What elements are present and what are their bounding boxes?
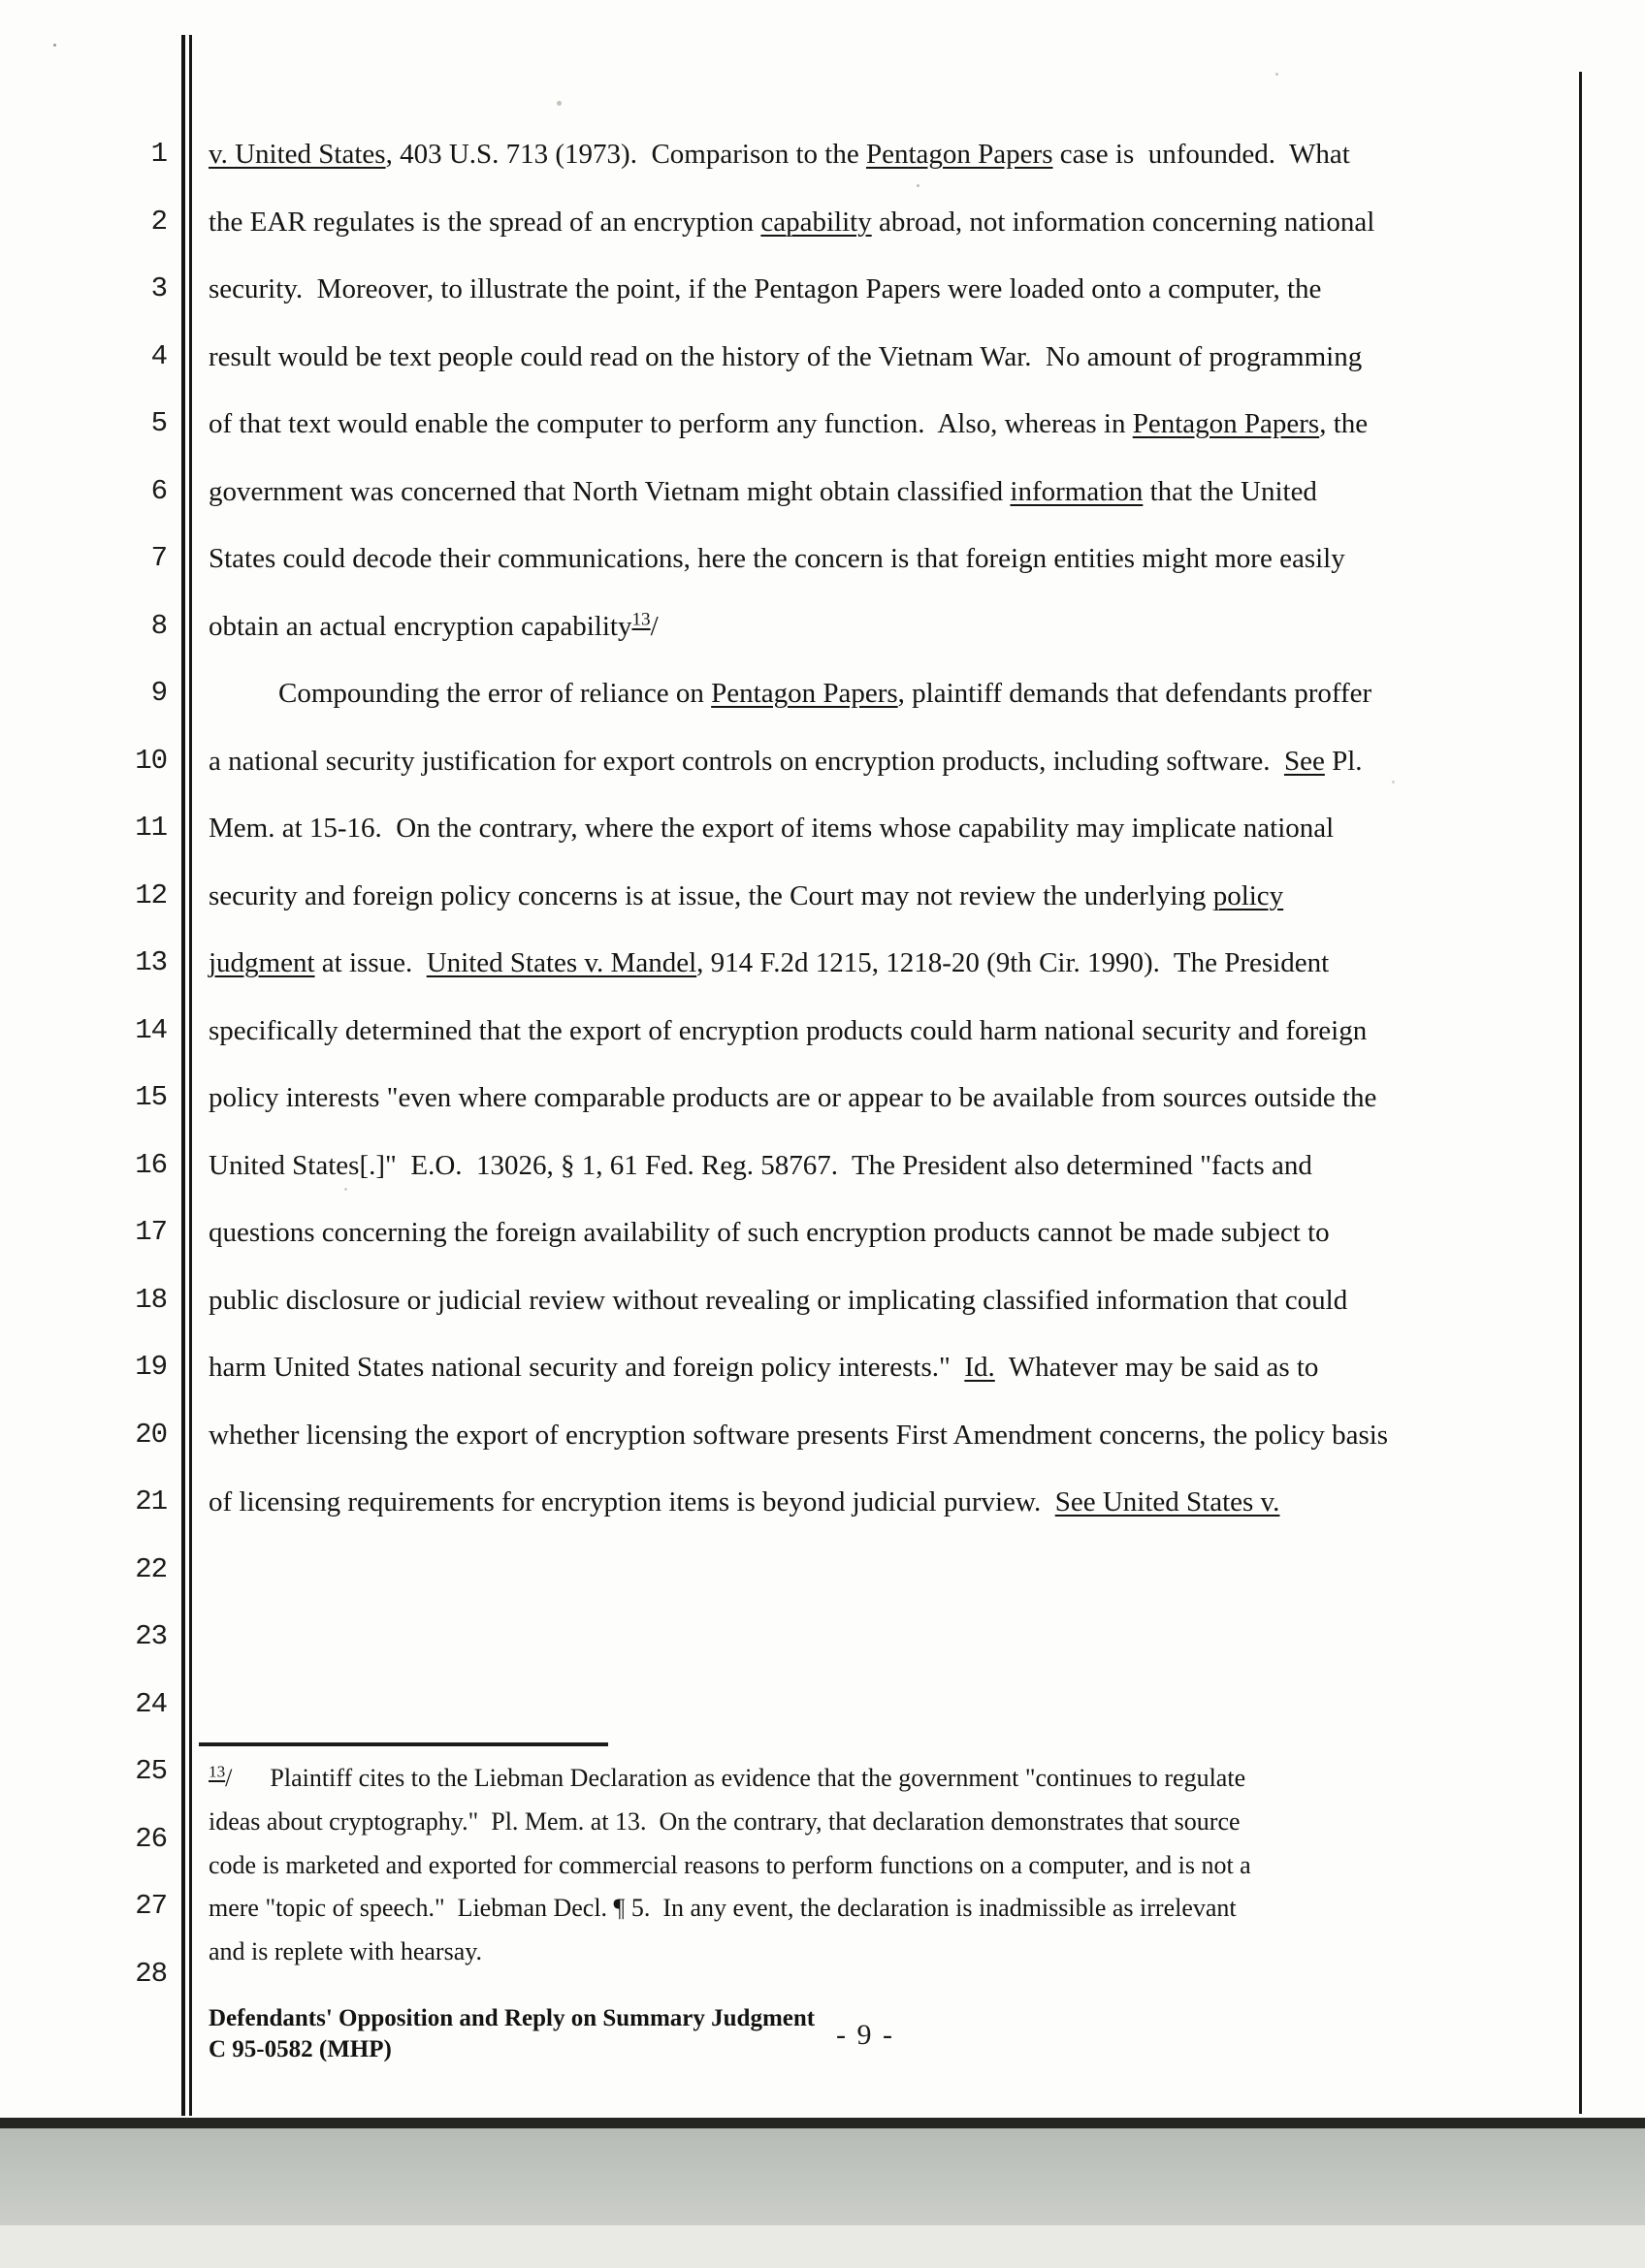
body-line-15 <box>209 1081 1568 1115</box>
scan-page-edge-line <box>0 2118 1645 2128</box>
line-number-14: 14 <box>135 1013 167 1046</box>
body-line-11 <box>209 812 1568 846</box>
underlined-citation-text: See <box>1283 745 1325 777</box>
line-number-11: 11 <box>135 812 167 844</box>
line-number-8: 8 <box>150 609 167 642</box>
footnote-line-1 <box>209 1763 1568 1794</box>
line-number-25: 25 <box>135 1755 167 1787</box>
footer-document-title: Defendants' Opposition and Reply on Summary Judgment <box>209 2005 816 2031</box>
page-number: - 9 - <box>836 2019 894 2051</box>
line-number-9: 9 <box>150 677 167 709</box>
text-segment: public disclosure or judicial review without revealing or implicating classified information that could <box>209 1284 1348 1316</box>
text-segment: a national security justification for export controls on encryption products, including software. <box>209 745 1284 777</box>
line-number-18: 18 <box>135 1283 167 1316</box>
scanner-background-band-light <box>0 2225 1645 2268</box>
body-line-4 <box>209 340 1568 374</box>
line-number-4: 4 <box>150 339 167 372</box>
line-number-13: 13 <box>135 946 167 978</box>
text-segment: Mem. at 15-16. On the contrary, where the export of items whose capability may implicate national <box>209 813 1335 844</box>
line-number-20: 20 <box>135 1418 167 1451</box>
line-number-3: 3 <box>150 272 167 304</box>
text-segment: policy interests "even where comparable products are or appear to be available from sources outside the <box>209 1082 1377 1113</box>
line-number-6: 6 <box>150 474 167 507</box>
body-line-21 <box>209 1485 1568 1519</box>
line-number-22: 22 <box>135 1552 167 1585</box>
underlined-citation-text: Pentagon Papers <box>711 678 898 709</box>
line-number-23: 23 <box>135 1620 167 1652</box>
line-number-21: 21 <box>135 1485 167 1517</box>
text-segment: of licensing requirements for encryption items is beyond judicial purview. <box>209 1486 1055 1517</box>
body-line-5 <box>209 407 1568 441</box>
text-segment: / <box>650 610 659 642</box>
line-number-27: 27 <box>135 1890 167 1922</box>
text-segment: and is replete with hearsay. <box>209 1937 483 1966</box>
text-segment: Pl. <box>1324 745 1363 777</box>
underlined-citation-text: See United States v. <box>1054 1486 1280 1517</box>
body-line-7 <box>209 542 1568 576</box>
text-segment: of that text would enable the computer to perform any function. Also, whereas in <box>209 408 1133 439</box>
line-number-10: 10 <box>135 744 167 777</box>
body-line-2 <box>209 206 1568 240</box>
text-segment: abroad, not information concerning national <box>871 206 1375 238</box>
text-segment: result would be text people could read on the history of the Vietnam War. No amount of programming <box>209 340 1363 372</box>
underlined-citation-text: v. United States <box>209 139 386 170</box>
text-segment: , the <box>1319 408 1369 439</box>
body-line-9 <box>209 677 1638 711</box>
text-segment: , plaintiff demands that defendants proffer <box>897 678 1372 709</box>
text-segment: ideas about cryptography." Pl. Mem. at 13. On the contrary, that declaration demonstrates that source <box>209 1806 1241 1836</box>
text-segment: the EAR regulates is the spread of an encryption <box>209 206 761 238</box>
underlined-citation-text: 13 <box>209 1762 226 1781</box>
text-segment: United States[.]" E.O. 13026, § 1, 61 Fed. Reg. 58767. The President also determined "facts and <box>209 1149 1312 1181</box>
line-number-1: 1 <box>150 138 167 170</box>
underlined-citation-text: information <box>1010 475 1144 507</box>
footer-case-number: C 95-0582 (MHP) <box>209 2036 392 2062</box>
body-line-8 <box>209 610 1568 644</box>
text-segment: , 914 F.2d 1215, 1218-20 (9th Cir. 1990). The President <box>696 947 1330 978</box>
body-line-17 <box>209 1216 1568 1250</box>
underlined-citation-text: policy <box>1212 879 1284 911</box>
body-line-10 <box>209 745 1568 779</box>
text-segment: code is marketed and exported for commercial reasons to perform functions on a computer, and is not a <box>209 1850 1251 1879</box>
footnote-separator-rule <box>199 1742 608 1746</box>
underlined-citation-text: judgment <box>209 947 315 978</box>
underlined-citation-text: 13 <box>631 608 651 629</box>
text-segment: at issue. <box>314 947 427 978</box>
body-line-16 <box>209 1149 1568 1183</box>
text-segment: security and foreign policy concerns is at issue, the Court may not review the underlying <box>209 879 1213 911</box>
footnote-line-2 <box>209 1806 1568 1837</box>
body-line-1 <box>209 138 1568 172</box>
line-number-17: 17 <box>135 1216 167 1248</box>
pleading-paper-double-rule <box>181 35 192 2116</box>
line-number-5: 5 <box>150 407 167 439</box>
text-segment: questions concerning the foreign availability of such encryption products cannot be made subject to <box>209 1217 1330 1248</box>
footnote-line-3 <box>209 1850 1568 1881</box>
scanner-background-band <box>0 2128 1645 2225</box>
line-number-12: 12 <box>135 878 167 911</box>
body-line-18 <box>209 1284 1568 1318</box>
text-segment: / Plaintiff cites to the Liebman Declaration as evidence that the government "continues to regulate <box>225 1764 1246 1792</box>
line-number-28: 28 <box>135 1957 167 1990</box>
body-line-14 <box>209 1014 1568 1048</box>
line-number-26: 26 <box>135 1822 167 1855</box>
text-segment: whether licensing the export of encryption software presents First Amendment concerns, the policy basis <box>209 1419 1389 1451</box>
footnote-line-5 <box>209 1936 1568 1967</box>
body-line-13 <box>209 946 1568 980</box>
text-segment: that the United <box>1143 475 1317 507</box>
text-segment: case is unfounded. What <box>1052 139 1350 170</box>
body-line-12 <box>209 879 1568 913</box>
underlined-citation-text: Pentagon Papers <box>1132 408 1320 439</box>
text-segment: harm United States national security and foreign policy interests." <box>209 1352 965 1383</box>
underlined-citation-text: Pentagon Papers <box>865 139 1053 170</box>
text-segment: Compounding the error of reliance on <box>278 678 712 709</box>
underlined-citation-text: capability <box>760 206 872 238</box>
text-segment: , 403 U.S. 713 (1973). Comparison to the <box>385 139 866 170</box>
body-line-3 <box>209 272 1568 306</box>
line-number-19: 19 <box>135 1351 167 1383</box>
text-segment: security. Moreover, to illustrate the point, if the Pentagon Papers were loaded onto a computer, the <box>209 273 1322 304</box>
text-segment: States could decode their communications, here the concern is that foreign entities might more easily <box>209 543 1345 574</box>
text-segment: government was concerned that North Vietnam might obtain classified <box>209 475 1011 507</box>
pleading-paper-right-rule <box>1579 72 1582 2114</box>
line-number-2: 2 <box>150 205 167 238</box>
footnote-line-4 <box>209 1893 1568 1924</box>
text-segment: Whatever may be said as to <box>994 1352 1319 1383</box>
text-segment: obtain an actual encryption capability <box>209 610 632 642</box>
line-number-24: 24 <box>135 1687 167 1720</box>
line-number-16: 16 <box>135 1148 167 1181</box>
text-segment: specifically determined that the export of encryption products could harm national security and foreign <box>209 1014 1368 1046</box>
underlined-citation-text: United States v. Mandel <box>426 947 697 978</box>
body-line-19 <box>209 1351 1568 1385</box>
underlined-citation-text: Id. <box>964 1352 995 1383</box>
text-segment: mere "topic of speech." Liebman Decl. ¶ 5. In any event, the declaration is inadmissible as irrelevant <box>209 1894 1237 1923</box>
body-line-20 <box>209 1419 1568 1453</box>
line-number-15: 15 <box>135 1081 167 1113</box>
scan-noise-specks <box>53 44 56 47</box>
body-line-6 <box>209 475 1568 509</box>
line-number-7: 7 <box>150 542 167 574</box>
